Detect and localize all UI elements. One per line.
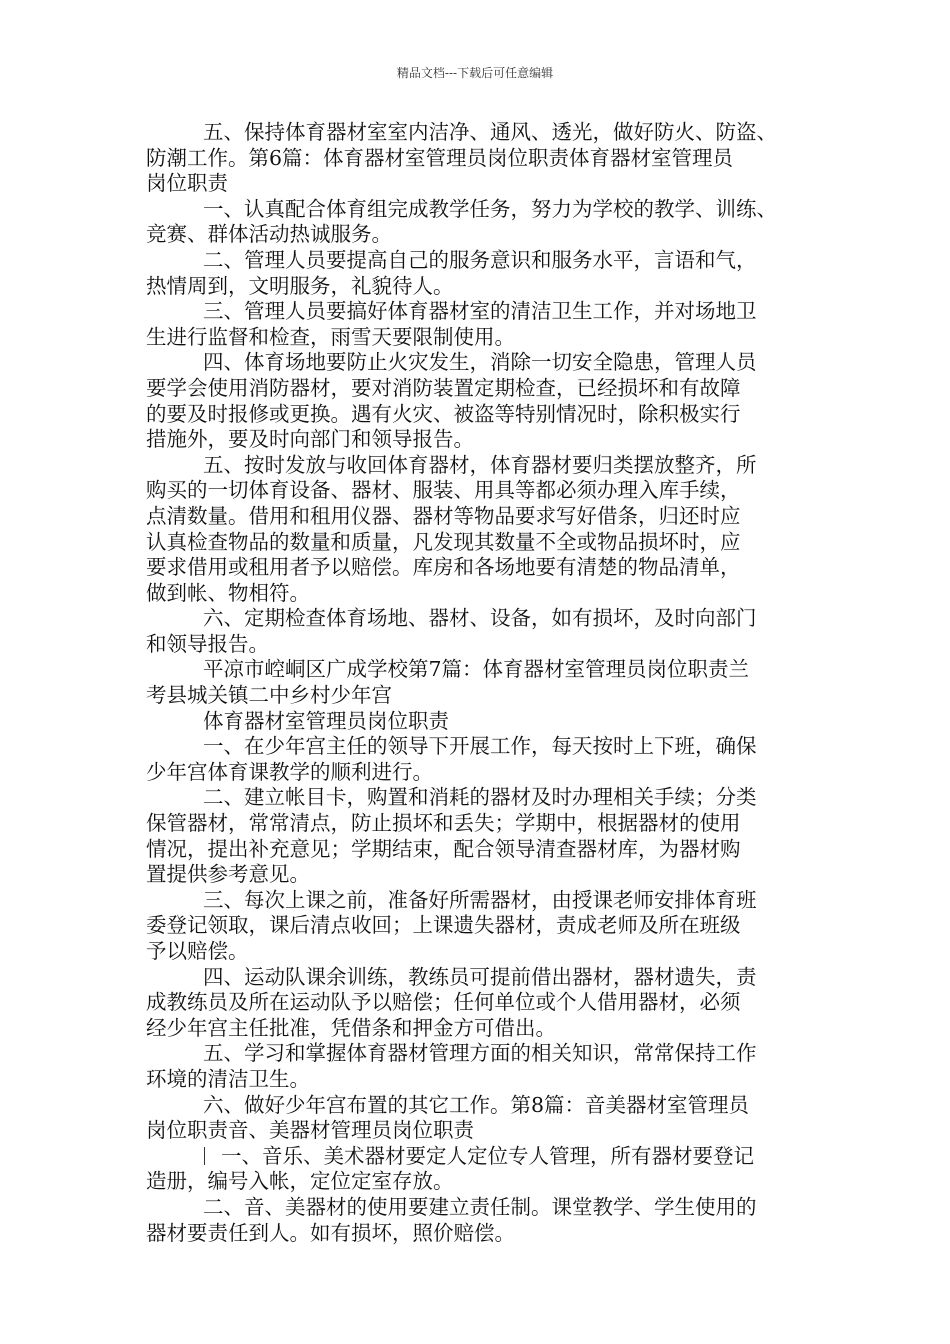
text-line: 五、学习和掌握体育器材管理方面的相关知识，常常保持工作 [203, 1041, 757, 1066]
text-line: 措施外，要及时向部门和领导报告。 [146, 427, 474, 452]
text-line: 做到帐、物相符。 [146, 580, 310, 605]
text-line: 平凉市崆峒区广成学校第7篇：体育器材室管理员岗位职责兰 [203, 657, 750, 682]
text-line: 环境的清洁卫生。 [146, 1066, 310, 1091]
text-line: 四、体育场地要防止火灾发生，消除一切安全隐患，管理人员 [203, 350, 757, 375]
text-line: 经少年宫主任批准，凭借条和押金方可借出。 [146, 1015, 556, 1040]
text-line: 购买的一切体育设备、器材、服装、用具等都必须办理入库手续， [146, 478, 741, 503]
document-body [146, 120, 818, 1246]
text-line: 置提供参考意见。 [146, 862, 310, 887]
page-header: 精品文档---下载后可任意编辑 [396, 66, 554, 80]
text-line: 防潮工作。第6篇：体育器材室管理员岗位职责体育器材室管理员 [146, 145, 734, 170]
text-line: 生进行监督和检查，雨雪天要限制使用。 [146, 324, 515, 349]
text-line: 三、每次上课之前，准备好所需器材，由授课老师安排体育班 [203, 887, 757, 912]
text-line: 一、认真配合体育组完成教学任务，努力为学校的教学、训练、 [203, 196, 777, 221]
text-line: 考县城关镇二中乡村少年宫 [146, 683, 392, 708]
text-line: 二、管理人员要提高自己的服务意识和服务水平，言语和气， [203, 247, 757, 272]
text-line: 体育器材室管理员岗位职责 [203, 708, 449, 733]
text-line: 和领导报告。 [146, 631, 269, 656]
text-line: 点清数量。借用和租用仪器、器材等物品要求写好借条，归还时应 [146, 503, 741, 528]
text-line: 造册，编号入帐，定位定室存放。 [146, 1169, 454, 1194]
text-line: 三、管理人员要搞好体育器材室的清洁卫生工作，并对场地卫 [203, 299, 757, 324]
text-line: 五、保持体育器材室室内洁净、通风、透光，做好防火、防盗、 [203, 120, 777, 144]
text-line: 成教练员及所在运动队予以赔偿；任何单位或个人借用器材，必须 [146, 990, 741, 1015]
text-line: 要求借用或租用者予以赔偿。库房和各场地要有清楚的物品清单， [146, 555, 741, 580]
text-line: 予以赔偿。 [146, 939, 249, 963]
text-line: 五、按时发放与收回体育器材，体育器材要归类摆放整齐，所 [203, 452, 757, 477]
text-line: 委登记领取，课后清点收回；上课遗失器材，责成老师及所在班级 [146, 913, 741, 938]
text-line: 要学会使用消防器材，要对消防装置定期检查，已经损坏和有故障 [146, 375, 741, 400]
text-line-with-marker [146, 1144, 818, 1170]
text-line: 情况，提出补充意见；学期结束，配合领导清查器材库，为器材购 [146, 836, 741, 861]
text-line: 岗位职责音、美器材管理员岗位职责 [146, 1118, 474, 1143]
text-line: 二、音、美器材的使用要建立责任制。课堂教学、学生使用的 [203, 1194, 757, 1219]
vertical-bar-mark [204, 1147, 205, 1165]
text-line: 岗位职责 [146, 171, 228, 196]
text-line: 少年宫体育课教学的顺利进行。 [146, 759, 433, 784]
text-line: 热情周到，文明服务，礼貌待人。 [146, 273, 454, 298]
text-line: 保管器材，常常清点，防止损坏和丢失；学期中，根据器材的使用 [146, 811, 741, 836]
text-line-content: 一、音乐、美术器材要定人定位专人管理，所有器材要登记 [221, 1143, 754, 1168]
text-line: 一、在少年宫主任的领导下开展工作，每天按时上下班，确保 [203, 734, 757, 759]
text-line: 六、定期检查体育场地、器材、设备，如有损坏，及时向部门 [203, 606, 757, 631]
text-line: 认真检查物品的数量和质量，凡发现其数量不全或物品损坏时，应 [146, 529, 741, 554]
text-line: 器材要责任到人。如有损坏，照价赔偿。 [146, 1220, 515, 1245]
text-line: 竞赛、群体活动热诚服务。 [146, 222, 392, 247]
text-line: 六、做好少年宫布置的其它工作。第8篇：音美器材室管理员 [203, 1092, 750, 1117]
text-line: 二、建立帐目卡，购置和消耗的器材及时办理相关手续；分类 [203, 785, 757, 810]
text-line: 的要及时报修或更换。遇有火灾、被盗等特别情况时，除积极实行 [146, 401, 741, 426]
text-line: 四、运动队课余训练，教练员可提前借出器材，器材遗失，责 [203, 964, 757, 989]
